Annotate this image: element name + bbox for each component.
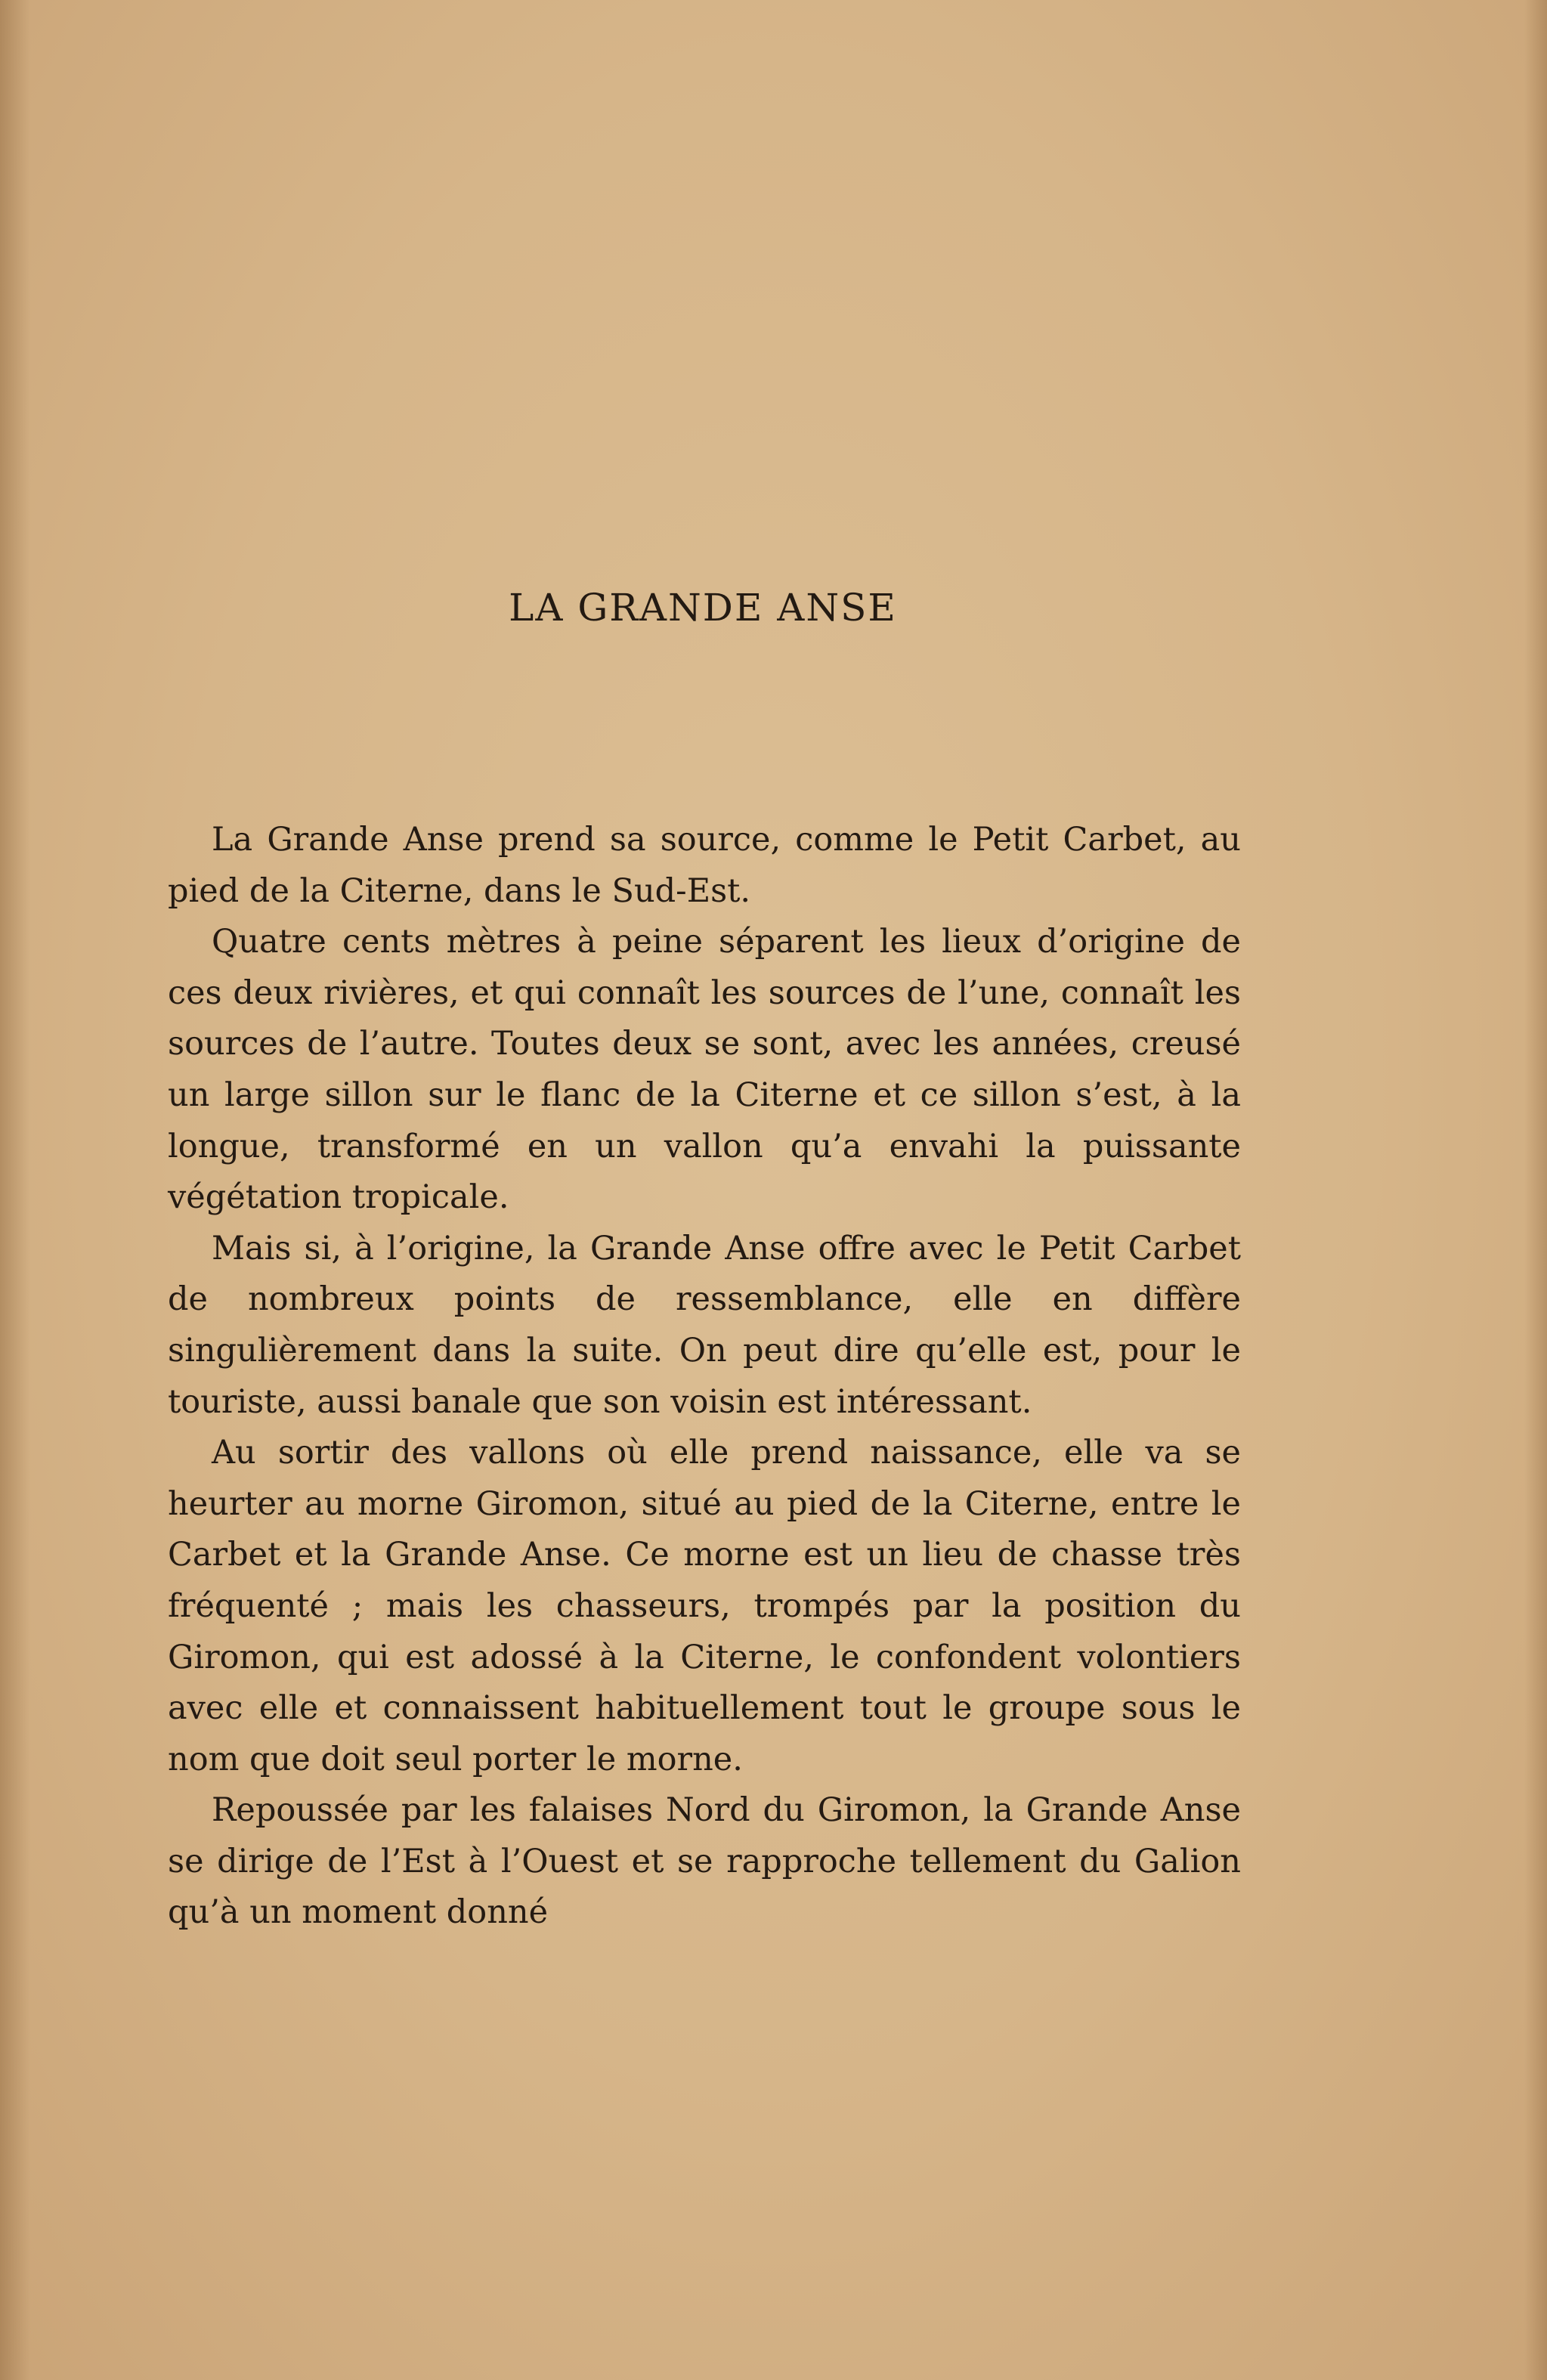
paragraph-2: Quatre cents mètres à peine séparent les lieux d’origine de ces deux rivières, et qui connaît les sources de l’une, connaît les sources de l’autre. Toutes deux se sont, avec les années, creusé un large sillon sur le flanc de la Citerne et ce sillon s’est, à la longue, transformé en un vallon qu’a envahi la puissante végétation tropicale. [168,923,1241,1217]
body-text [168,815,1241,1939]
page-edge-shadow-right [1524,0,1547,2380]
paragraph-4: Au sortir des vallons où elle prend naissance, elle va se heurter au morne Giromon, situé au pied de la Citerne, entre le Carbet et la Grande Anse. Ce morne est un lieu de chasse très fréquenté ; mais les chasseurs, trompés par la position du Giromon, qui est adossé à la Citerne, le confondent volontiers avec elle et connaissent habituellement tout le groupe sous le nom que doit seul porter le morne. [168,1434,1241,1778]
chapter-title: LA GRANDE ANSE [509,586,897,630]
page-edge-shadow-left [0,0,30,2380]
paragraph-1: La Grande Anse prend sa source, comme le Petit Carbet, au pied de la Citerne, dans le Sud-Est. [168,821,1241,910]
paragraph-5: Repoussée par les falaises Nord du Giromon, la Grande Anse se dirige de l’Est à l’Ouest et se rapproche tellement du Galion qu’à un moment donné [168,1791,1241,1932]
paragraph-3: Mais si, à l’origine, la Grande Anse offre avec le Petit Carbet de nombreux points de ressemblance, elle en diffère singulièrement dans la suite. On peut dire qu’elle est, pour le touriste, aussi banale que son voisin est intéressant. [168,1229,1241,1421]
